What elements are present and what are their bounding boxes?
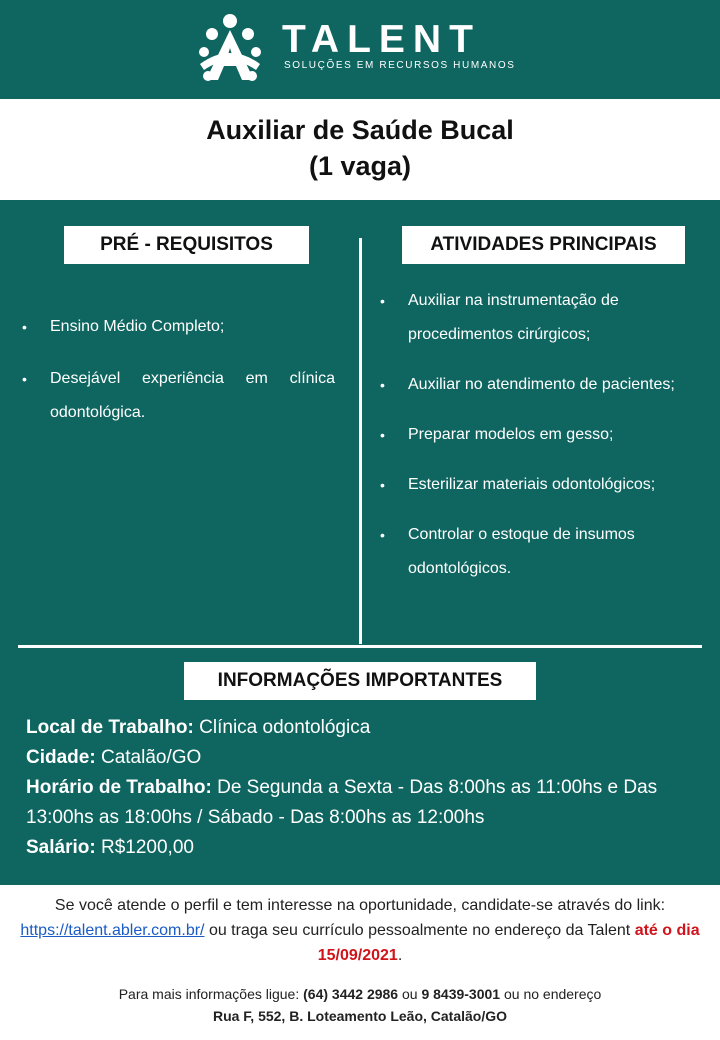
job-vacancies: (1 vaga) (308, 151, 412, 181)
list-item: • Ensino Médio Completo; (20, 310, 335, 344)
column-divider (359, 238, 362, 644)
list-item: • Preparar modelos em gesso; (378, 418, 708, 452)
address-prefix: ou no endereço (503, 986, 602, 1002)
address: Rua F, 552, B. Loteamento Leão, Catalão/GO (212, 1008, 508, 1024)
requirements-list (20, 310, 335, 448)
info-salary (26, 833, 696, 863)
section-divider (18, 645, 702, 648)
contact-info (18, 983, 702, 1027)
deadline: até o dia 15/09/2021 (317, 922, 700, 964)
hours-value: De Segunda a Sexta - Das 8:00hs as 11:00hs e Das 13:00hs as 18:00hs / Sábado - Das 8:00hs as 12:00hs (26, 777, 658, 828)
info-heading: INFORMAÇÕES IMPORTANTES (184, 662, 536, 700)
local-label: Local de Trabalho: (26, 717, 194, 738)
info-hours (26, 773, 696, 833)
brand-name: TALENT (282, 18, 481, 61)
requirements-heading: PRÉ - REQUISITOS (64, 226, 309, 264)
period: . (397, 947, 403, 964)
salary-value: R$1200,00 (100, 837, 194, 858)
city-label: Cidade: (26, 747, 96, 768)
hours-label: Horário de Trabalho: (26, 777, 212, 798)
list-item: • Desejável experiência em clínica odontológica. (20, 362, 335, 430)
local-value: Clínica odontológica (199, 717, 371, 738)
people-a-logo-icon (196, 12, 264, 84)
activities-list (378, 284, 708, 602)
list-item: • Auxiliar na instrumentação de procedimentos cirúrgicos; (378, 284, 708, 352)
main-panel (0, 200, 720, 885)
list-item: • Esterilizar materiais odontológicos; (378, 468, 708, 502)
info-local (26, 713, 696, 743)
info-city (26, 743, 696, 773)
header-banner (0, 0, 720, 99)
contact-or: ou (401, 986, 418, 1002)
title-band (0, 99, 720, 200)
salary-label: Salário: (26, 837, 96, 858)
apply-text: Se você atende o perfil e tem interesse na oportunidade, candidate-se através do link: (54, 897, 666, 914)
list-item: • Auxiliar no atendimento de pacientes; (378, 368, 708, 402)
activities-heading: ATIVIDADES PRINCIPAIS (402, 226, 685, 264)
info-block (26, 713, 696, 863)
phone-1: (64) 3442 2986 (303, 986, 399, 1002)
brand-tagline: SOLUÇÕES EM RECURSOS HUMANOS (284, 60, 516, 71)
apply-instructions (18, 893, 702, 968)
city-value: Catalão/GO (100, 747, 202, 768)
apply-text-continued: ou traga seu currículo pessoalmente no endereço da Talent (208, 922, 631, 939)
contact-prefix: Para mais informações ligue: (118, 986, 300, 1002)
job-title: Auxiliar de Saúde Bucal (206, 115, 514, 145)
footer (0, 885, 720, 1040)
apply-link[interactable]: https://talent.abler.com.br/ (20, 922, 205, 939)
list-item: • Controlar o estoque de insumos odontológicos. (378, 518, 708, 586)
phone-2: 9 8439-3001 (421, 986, 501, 1002)
